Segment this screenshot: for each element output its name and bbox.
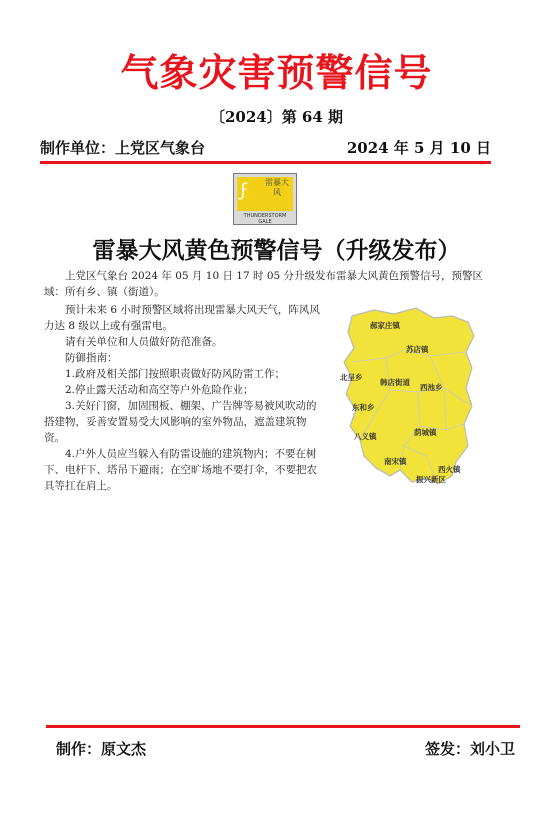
- map-label: 郝家庄镇: [370, 321, 400, 330]
- guide-item: 1.政府及相关部门按照职责做好防风防雷工作；: [65, 368, 286, 380]
- warning-badge: [233, 173, 297, 225]
- issue-date: 2024 年 5 月 10 日: [346, 139, 491, 157]
- issuer-signature: 签发：刘小卫: [424, 740, 515, 758]
- district-map-shape: [334, 306, 484, 491]
- map-label: 西池乡: [420, 383, 443, 392]
- issue-number: 〔2024〕第 64 期: [209, 108, 344, 126]
- map-label: 北呈乡: [340, 373, 363, 382]
- guide-item: 3.关好门窗，加固围板、棚架、广告牌等易被风吹动的搭建物，妥善安置易受大风影响的室外物品，遮盖建筑物资。: [44, 400, 317, 444]
- footer-divider: [46, 725, 520, 728]
- guide-item: 2.停止露天活动和高空等户外危险作业；: [65, 384, 254, 396]
- map-label: 东和乡: [352, 403, 375, 412]
- guide-title: 防御指南：: [65, 352, 118, 364]
- map-label: 西火镇: [438, 465, 461, 474]
- map-label: 苏店镇: [406, 345, 429, 354]
- lightning-gale-yellow-icon: ϝ: [240, 180, 249, 201]
- badge-cn-text: 雷暴大风: [265, 178, 289, 197]
- maker-signature: 制作：原文杰: [56, 740, 147, 758]
- district-map: [334, 306, 484, 491]
- map-label: 振兴新区: [416, 475, 446, 484]
- body-column: [44, 302, 326, 494]
- map-label: 荫城镇: [414, 428, 437, 437]
- map-label: 南宋镇: [384, 457, 407, 466]
- bulletin-title: 气象灾害预警信号: [120, 51, 433, 95]
- badge-en-text: THUNDERSTORM GALE: [243, 213, 287, 225]
- warning-headline: 雷暴大风黄色预警信号（升级发布）: [92, 238, 461, 264]
- request-paragraph: 请有关单位和人员做好防范准备。: [65, 336, 223, 348]
- header-divider: [40, 161, 491, 164]
- forecast-paragraph: 预计未来 6 小时预警区域将出现雷暴大风天气，阵风风力达 8 级以上或有强雷电。: [44, 304, 320, 332]
- map-label: 八义镇: [354, 432, 377, 441]
- warning-area-shape: [344, 308, 474, 484]
- intro-paragraph: 上党区气象台 2024 年 05 月 10 日 17 时 05 分升级发布雷暴大风黄色预警信号，预警区域：所有乡、镇（街道）。: [44, 270, 484, 298]
- guide-item: 4.户外人员应当躲入有防雷设施的建筑物内；不要在树下、电杆下、塔吊下避雨；在空旷场地不要打伞，不要把农具等扛在肩上。: [44, 448, 317, 492]
- map-label: 韩店街道: [380, 378, 410, 387]
- issuing-unit: 制作单位：上党区气象台: [40, 139, 206, 157]
